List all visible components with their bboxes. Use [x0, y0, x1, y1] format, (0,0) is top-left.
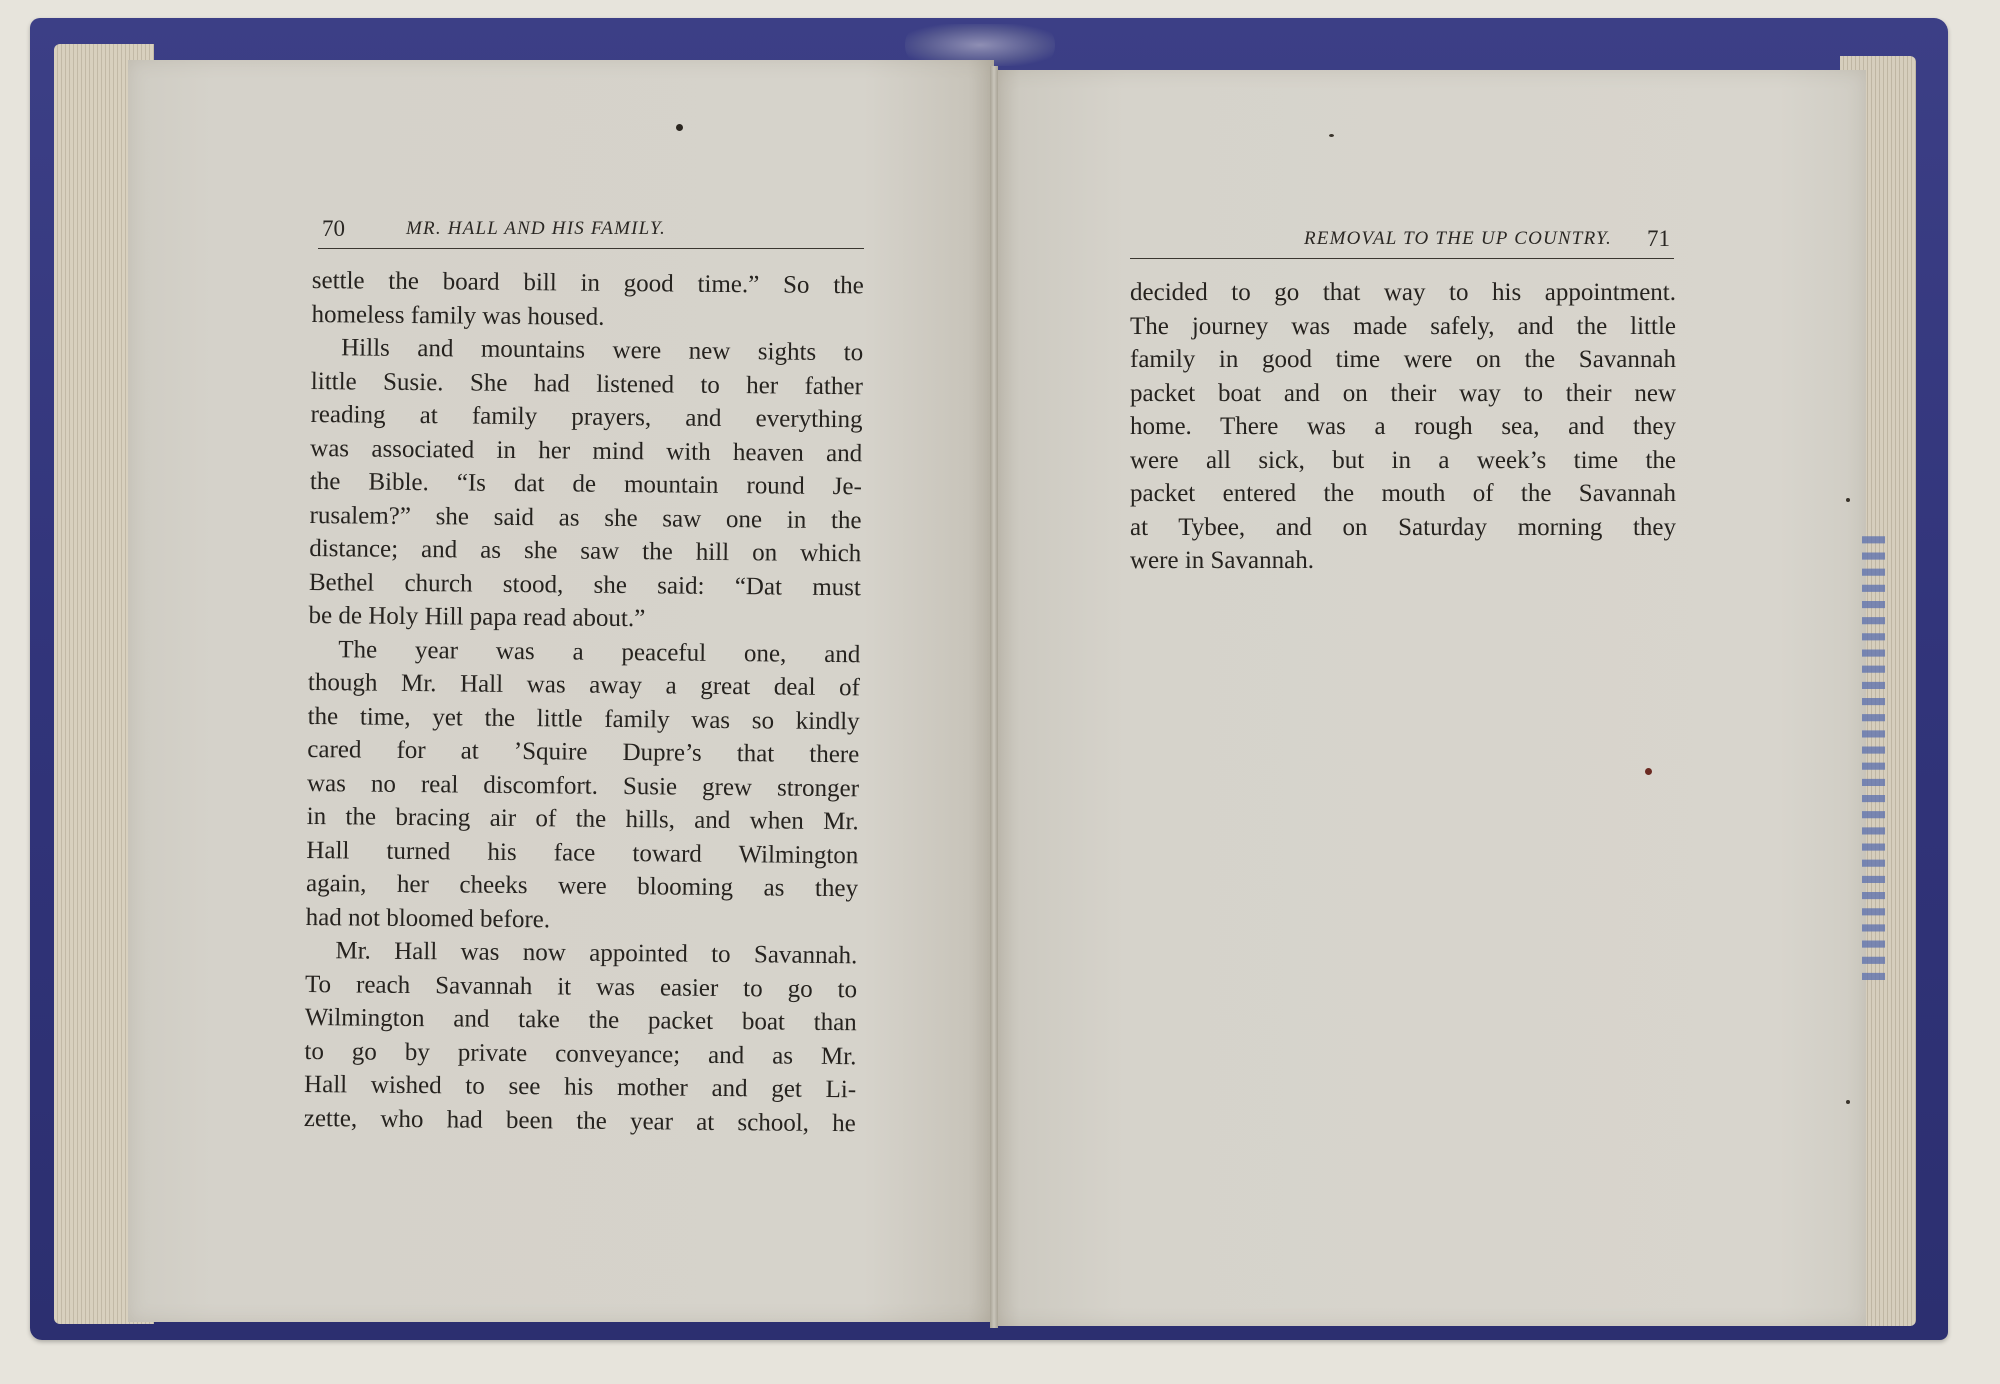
text-line: packet boat and on their way to their new [1130, 379, 1676, 407]
text-line: the Bible. “Is dat de mountain round Je- [309, 467, 863, 501]
text-line: zette, who had been the year at school, he [303, 1104, 856, 1137]
text-line: The journey was made safely, and the little [1130, 312, 1676, 340]
right-running-title: REMOVAL TO THE UP COUNTRY. [1304, 228, 1612, 249]
text-line: be de Holy Hill papa read about.” [308, 601, 646, 633]
paper-speck [1846, 498, 1850, 502]
book-gutter [990, 66, 998, 1328]
text-line: rusalem?” she said as she saw one in the [309, 501, 862, 534]
left-running-head [318, 212, 864, 249]
text-line: Mr. Hall was now appointed to Savannah. [335, 937, 858, 970]
text-line: To reach Savannah it was easier to go to [304, 970, 858, 1003]
text-line: Bethel church stood, she said: “Dat must [308, 568, 862, 601]
text-line: was associated in her mind with heaven and [310, 434, 863, 467]
text-line: distance; and as she saw the hill on which [309, 534, 862, 568]
left-running-title: MR. HALL AND HIS FAMILY. [406, 218, 666, 239]
text-line: decided to go that way to his appointment. [1130, 279, 1676, 306]
text-line: the time, yet the little family was so kindly [307, 702, 860, 735]
text-line: little Susie. She had listened to her father [310, 367, 863, 400]
text-line: Wilmington and take the packet boat than [304, 1003, 857, 1037]
text-line: cared for at ’Squire Dupre’s that there [307, 735, 860, 769]
text-line: though Mr. Hall was away a great deal of [307, 668, 861, 702]
text-line: packet entered the mouth of the Savannah [1130, 480, 1676, 507]
text-line: Hills and mountains were new sights to [341, 334, 864, 367]
text-line: again, her cheeks were blooming as they [305, 869, 859, 903]
paper-speck [1329, 134, 1334, 137]
library-stamp: ▌▌▌▌▌▌▌▌▌▌▌▌▌▌▌▌▌▌▌▌▌▌▌▌▌▌▌▌ [1862, 527, 1884, 980]
right-running-head [1130, 222, 1674, 259]
right-page-text [1130, 276, 1676, 578]
paper-speck [1846, 1100, 1850, 1104]
paper-speck [676, 124, 683, 131]
paper-speck [1645, 768, 1652, 775]
text-line: homeless family was housed. [311, 300, 605, 331]
text-line: at Tybee, and on Saturday morning they [1130, 513, 1676, 541]
text-line: reading at family prayers, and everything [310, 400, 863, 434]
text-line: had not bloomed before. [305, 903, 551, 933]
text-line: home. There was a rough sea, and they [1130, 413, 1676, 440]
text-line: was no real discomfort. Susie grew stronger [306, 769, 860, 802]
text-line: to go by private conveyance; and as Mr. [304, 1037, 857, 1070]
text-line: Hall turned his face toward Wilmington [306, 836, 859, 869]
text-line: settle the board bill in good time.” So the [311, 266, 864, 300]
text-line: were in Savannah. [1130, 547, 1314, 574]
left-page-text [304, 264, 864, 1140]
text-line: family in good time were on the Savannah [1130, 346, 1676, 373]
left-page-number: 70 [322, 216, 345, 241]
right-page-number: 71 [1647, 226, 1670, 251]
text-line: Hall wished to see his mother and get Li- [303, 1070, 857, 1104]
text-line: were all sick, but in a week’s time the [1130, 446, 1676, 474]
text-line: in the bracing air of the hills, and when Mr. [306, 802, 859, 836]
text-line: The year was a peaceful one, and [338, 635, 861, 668]
